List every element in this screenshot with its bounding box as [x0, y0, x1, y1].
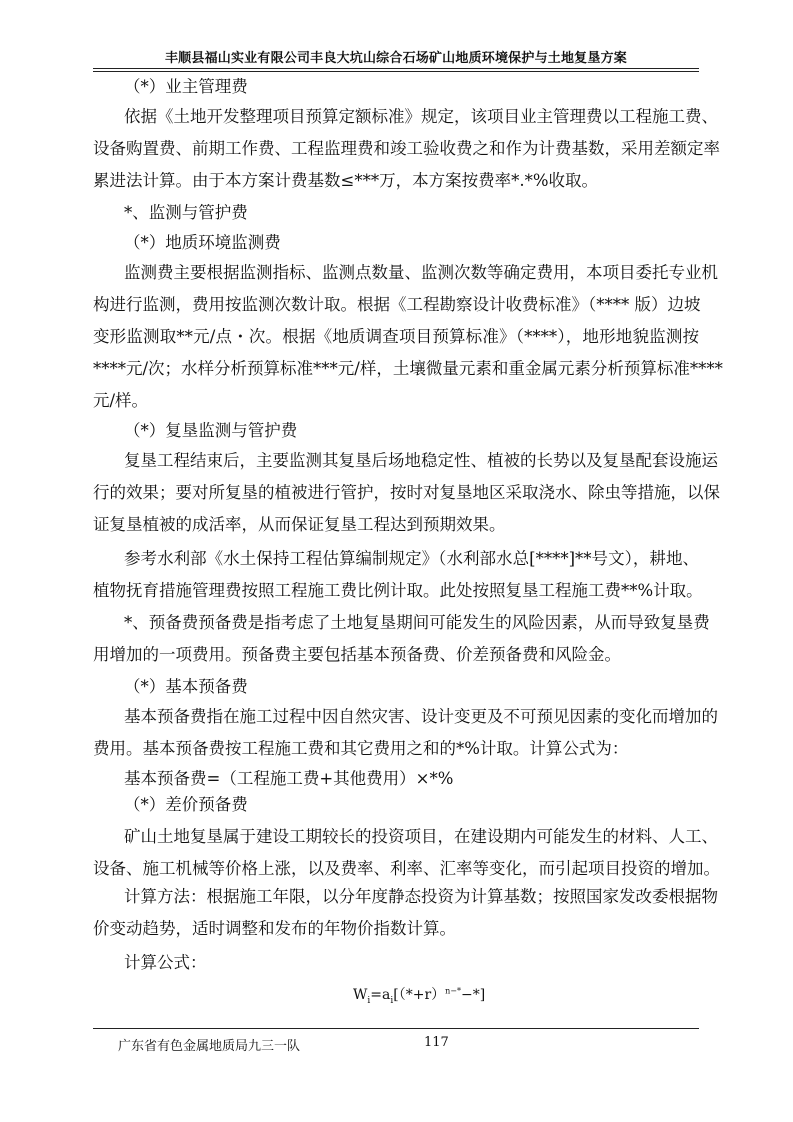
- paragraph-line: 元/样。: [93, 391, 149, 410]
- paragraph-line: 变形监测取**元/点・次。根据《地质调查项目预算标准》（****），地形地貌监测按: [93, 327, 699, 346]
- heading-basic-reserve-fee: （*）基本预备费: [124, 677, 248, 696]
- paragraph-line: 证复垦植被的成活率，从而保证复垦工程达到预期效果。: [93, 515, 506, 534]
- heading-monitoring-fee: *、监测与管护费: [124, 203, 248, 222]
- heading-price-difference-reserve: （*）差价预备费: [124, 795, 248, 814]
- paragraph-line: 矿山土地复垦属于建设工期较长的投资项目，在建设期内可能发生的材料、人工、: [124, 827, 718, 846]
- price-index-formula: [353, 984, 485, 1006]
- footer-organization: 广东省有色金属地质局九三一队: [118, 1039, 301, 1054]
- header-rule-thick: [93, 68, 699, 69]
- paragraph-line: 构进行监测，费用按监测次数计取。根据《工程勘察设计收费标准》（**** 版）边坡: [93, 295, 701, 314]
- formula-lhs-sub: i: [367, 995, 371, 1006]
- paragraph-line: 基本预备费指在施工过程中因自然灾害、设计变更及不可预见因素的变化而增加的: [124, 707, 718, 726]
- paragraph-line: 计算方法：根据施工年限，以分年度静态投资为计算基数；按照国家发改委根据物: [124, 887, 718, 906]
- header-rule-thin: [93, 71, 699, 72]
- paragraph-line: *、预备费预备费是指考虑了土地复垦期间可能发生的风险因素，从而导致复垦费: [124, 613, 710, 632]
- formula-basic-reserve: 基本预备费=（工程施工费+其他费用）×*%: [124, 769, 454, 788]
- formula-exponent: n−*: [445, 986, 461, 996]
- formula-mid: [（*+r）: [393, 987, 446, 1003]
- formula-tail: −*]: [461, 987, 486, 1003]
- paragraph-line: 植物抚育措施管理费按照工程施工费比例计取。此处按照复垦工程施工费**%计取。: [93, 581, 703, 600]
- heading-reclamation-monitoring-fee: （*）复垦监测与管护费: [124, 421, 298, 440]
- paragraph-line: 复垦工程结束后，主要监测其复垦后场地稳定性、植被的长势以及复垦配套设施运: [124, 451, 718, 470]
- heading-calculation-formula: 计算公式：: [124, 953, 207, 972]
- paragraph-line: 行的效果；要对所复垦的植被进行管护，按时对复垦地区采取浇水、除虫等措施，以保: [93, 483, 720, 502]
- paragraph-line: 价变动趋势，适时调整和发布的年物价指数计算。: [93, 919, 456, 938]
- formula-eq: =a: [370, 987, 391, 1003]
- paragraph-line: 监测费主要根据监测指标、监测点数量、监测次数等确定费用，本项目委托专业机: [124, 263, 718, 282]
- paragraph-line: 设备、施工机械等价格上涨，以及费率、利率、汇率等变化，而引起项目投资的增加。: [93, 859, 720, 878]
- page-header: 丰顺县福山实业有限公司丰良大坑山综合石场矿山地质环境保护与土地复垦方案: [164, 51, 627, 66]
- paragraph-line: 累进法计算。由于本方案计费基数≤***万，本方案按费率*.*%收取。: [93, 171, 598, 190]
- formula-lhs: W: [353, 987, 368, 1003]
- heading-geo-monitoring-fee: （*）地质环境监测费: [124, 233, 281, 252]
- paragraph-line: 用增加的一项费用。预备费主要包括基本预备费、价差预备费和风险金。: [93, 645, 621, 664]
- paragraph-line: 依据《土地开发整理项目预算定额标准》规定，该项目业主管理费以工程施工费、: [124, 107, 718, 126]
- paragraph-line: 设备购置费、前期工作费、工程监理费和竣工验收费之和作为计费基数，采用差额定率: [93, 139, 720, 158]
- page-number: 117: [424, 1035, 449, 1050]
- heading-owner-management-fee: （*）业主管理费: [124, 77, 248, 96]
- formula-a-sub: i: [390, 995, 394, 1006]
- paragraph-line: ****元/次；水样分析预算标准***元/样，土壤微量元素和重金属元素分析预算标准****: [93, 359, 723, 378]
- paragraph-line: 参考水利部《水土保持工程估算编制规定》（水利部水总[****]**号文），耕地、: [124, 549, 699, 568]
- footer-rule: [93, 1028, 699, 1029]
- paragraph-line: 费用。基本预备费按工程施工费和其它费用之和的*%计取。计算公式为：: [93, 739, 629, 758]
